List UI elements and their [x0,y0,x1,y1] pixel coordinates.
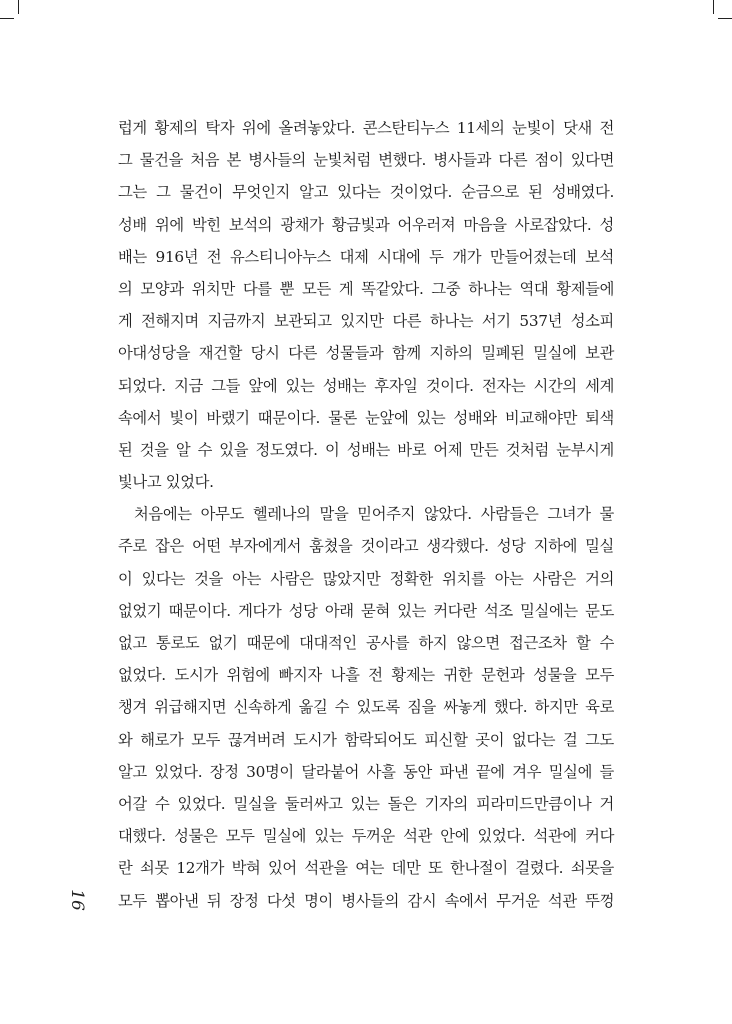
text-line: 의 모양과 위치만 다를 뿐 모든 게 똑같았다. 그중 하나는 역대 황제들에 [118,279,614,298]
text-line: 와 해로가 모두 끊겨버려 도시가 함락되어도 피신할 곳이 없다는 걸 그도 [118,730,614,749]
text-line: 빛나고 있었다. [118,473,214,492]
text-line: 없고 통로도 없기 때문에 대대적인 공사를 하지 않으면 접근조차 할 수 [118,634,614,652]
text-line: 대했다. 성물은 모두 밀실에 있는 두꺼운 석관 안에 있었다. 석관에 커다 [118,827,614,846]
page-number: 16 [66,889,87,911]
text-line: 그 물건을 처음 본 병사들의 눈빛처럼 변했다. 병사들과 다른 점이 있다면 [118,151,614,170]
text-line: 모두 뽑아낸 뒤 장정 다섯 명이 병사들의 감시 속에서 무거운 석관 뚜껑 [118,891,614,910]
crop-mark-top-right-vertical [713,0,714,14]
text-line: 배는 916년 전 유스티니아누스 대제 시대에 두 개가 만들어졌는데 보석 [118,247,614,266]
text-line: 성배 위에 박힌 보석의 광채가 황금빛과 어우러져 마음을 사로잡았다. 성 [118,215,614,234]
text-line: 속에서 빛이 바랬기 때문이다. 물론 눈앞에 있는 성배와 비교해야만 퇴색 [118,408,614,427]
text-line: 주로 잡은 어떤 부자에게서 훔쳤을 것이라고 생각했다. 성당 지하에 밀실 [118,537,614,556]
paragraph [118,498,614,916]
text-line: 란 쇠못 12개가 박혀 있어 석관을 여는 데만 또 한나절이 걸렸다. 쇠못을 [118,859,614,878]
text-line: 되었다. 지금 그들 앞에 있는 성배는 후자일 것이다. 전자는 시간의 세계 [118,376,614,395]
text-line: 럽게 황제의 탁자 위에 올려놓았다. 콘스탄티누스 11세의 눈빛이 닷새 전 [118,119,614,137]
text-line: 알고 있었다. 장정 30명이 달라붙어 사흘 동안 파낸 끝에 겨우 밀실에 들 [118,762,614,781]
paragraph [118,112,614,498]
text-line: 처음에는 아무도 헬레나의 말을 믿어주지 않았다. 사람들은 그녀가 물 [134,505,614,524]
text-line: 아대성당을 재건할 당시 다른 성물들과 함께 지하의 밀폐된 밀실에 보관 [118,344,614,363]
text-line: 게 전해지며 지금까지 보관되고 있지만 다른 하나는 서기 537년 성소피 [118,312,614,331]
body-text [118,112,614,917]
text-line: 이 있다는 것을 아는 사람은 많았지만 정확한 위치를 아는 사람은 거의 [118,569,614,588]
crop-mark-top-left-horizontal [0,18,14,19]
crop-mark-top-left-vertical [18,0,19,14]
text-line: 없었기 때문이다. 게다가 성당 아래 묻혀 있는 커다란 석조 밀실에는 문도 [118,601,614,620]
text-line: 어갈 수 있었다. 밀실을 둘러싸고 있는 돌은 기자의 피라미드만큼이나 거 [118,794,614,813]
text-line: 없었다. 도시가 위험에 빠지자 나흘 전 황제는 귀한 문헌과 성물을 모두 [118,666,614,685]
crop-mark-top-right-horizontal [718,18,732,19]
text-line: 챙겨 위급해지면 신속하게 옮길 수 있도록 짐을 싸놓게 했다. 하지만 육로 [118,698,614,717]
text-line: 된 것을 알 수 있을 정도였다. 이 성배는 바로 어제 만든 것처럼 눈부시게 [118,440,614,459]
text-line: 그는 그 물건이 무엇인지 알고 있다는 것이었다. 순금으로 된 성배였다. [118,183,614,202]
